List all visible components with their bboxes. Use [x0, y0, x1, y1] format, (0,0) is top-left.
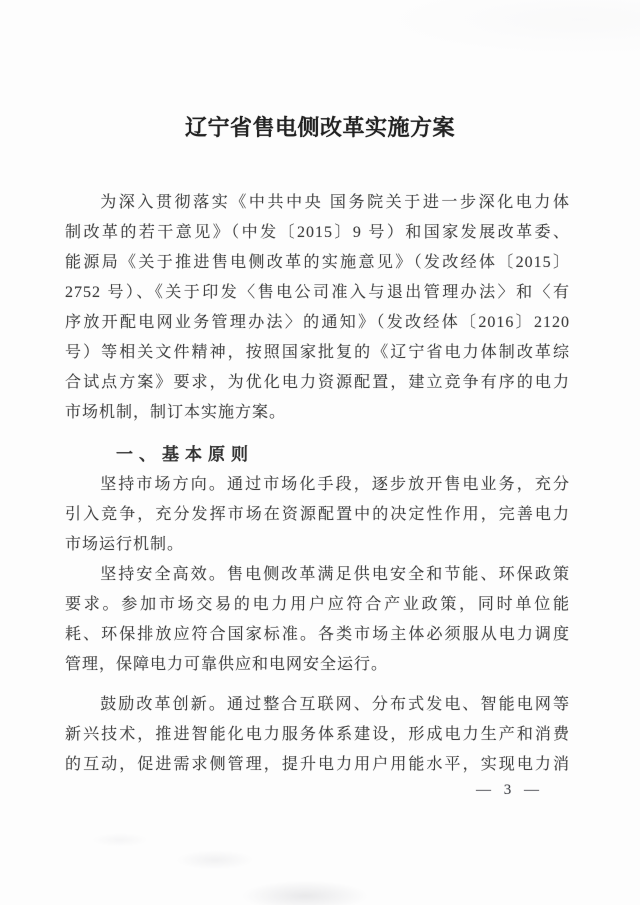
text-line: 坚持安全高效。售电侧改革满足供电安全和节能、环保政策 — [100, 566, 570, 583]
text-line: 合试点方案》要求，为优化电力资源配置，建立竞争有序的电力 — [65, 374, 570, 391]
text-line: 的互动，促进需求侧管理，提升电力用户用能水平，实现电力消 — [65, 756, 570, 773]
text-line: 要求。参加市场交易的电力用户应符合产业政策，同时单位能 — [65, 596, 570, 613]
text-line: 耗、环保排放应符合国家标准。各类市场主体必须服从电力调度 — [65, 626, 570, 643]
text-line: 能源局《关于推进售电侧改革的实施意见》（发改经体〔2015〕 — [65, 254, 570, 271]
section-heading-basic-principles: 一、基本原则 — [116, 445, 254, 464]
principle-paragraph-innovation — [65, 690, 570, 780]
text-line: 制改革的若干意见》（中发〔2015〕9 号）和国家发展改革委、 — [65, 224, 570, 241]
text-line: 市场运行机制。 — [65, 536, 185, 553]
principle-paragraph-market-direction — [65, 470, 570, 560]
text-line: 为深入贯彻落实《中共中央 国务院关于进一步深化电力体 — [100, 194, 570, 211]
text-line: 管理，保障电力可靠供应和电网安全运行。 — [65, 656, 389, 673]
text-line: 市场机制，制订本实施方案。 — [65, 404, 287, 421]
text-line: 序放开配电网业务管理办法〉的通知》（发改经体〔2016〕2120 — [65, 314, 570, 331]
text-line: 新兴技术，推进智能化电力服务体系建设，形成电力生产和消费 — [65, 726, 570, 743]
document-title: 辽宁省售电侧改革实施方案 — [184, 115, 455, 140]
document-body — [65, 188, 570, 780]
principle-paragraph-safety-efficiency — [65, 560, 570, 680]
text-line: 号）等相关文件精神，按照国家批复的《辽宁省电力体制改革综 — [65, 344, 570, 361]
text-line: 2752 号）、《关于印发〈售电公司准入与退出管理办法〉和〈有 — [65, 284, 570, 301]
page-number: — 3 — — [476, 782, 541, 798]
intro-paragraph — [65, 188, 570, 428]
text-line: 鼓励改革创新。通过整合互联网、分布式发电、智能电网等 — [100, 696, 570, 713]
text-line: 引入竞争，充分发挥市场在资源配置中的决定性作用，完善电力 — [65, 506, 570, 523]
text-line: 坚持市场方向。通过市场化手段，逐步放开售电业务，充分 — [100, 476, 570, 493]
